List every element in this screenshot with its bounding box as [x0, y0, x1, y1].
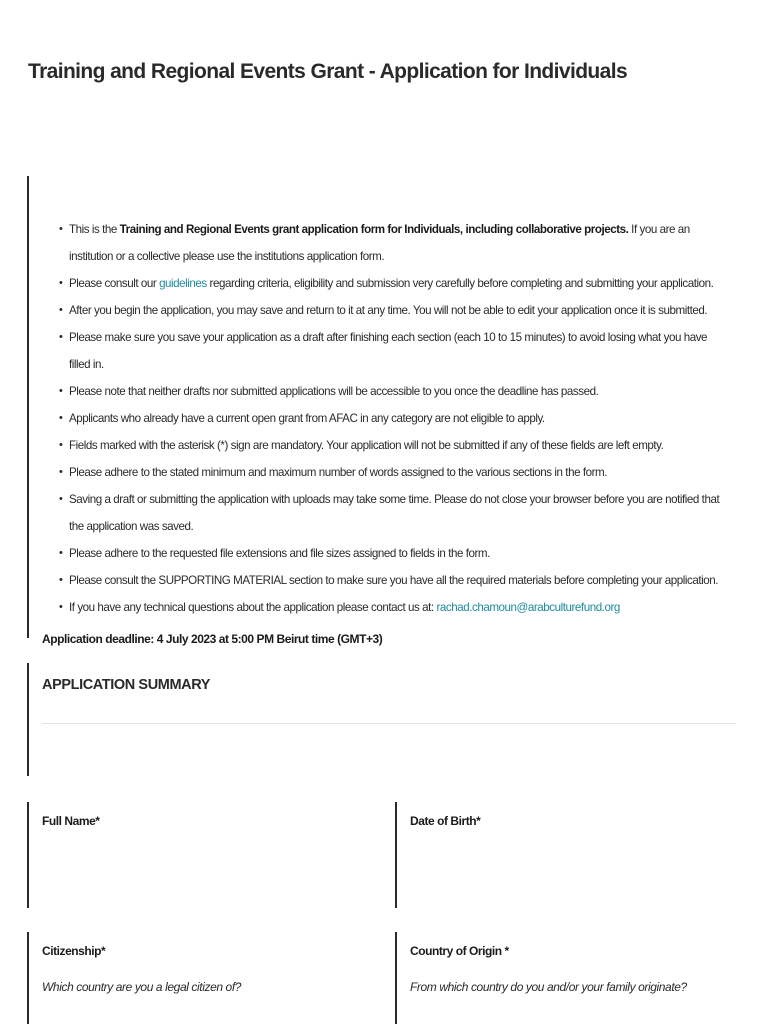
- instruction-item: • Please note that neither drafts nor submitted applications will be accessible to you once the deadline has passed.: [42, 378, 722, 405]
- instruction-item: • Please adhere to the requested file extensions and file sizes assigned to fields in the form.: [42, 540, 722, 567]
- instruction-item: • After you begin the application, you may save and return to it at any time. You will not be able to edit your application once it is submitted.: [42, 297, 722, 324]
- bullet-icon: •: [59, 223, 63, 235]
- instructions-list: [42, 216, 722, 621]
- contact-email-link[interactable]: rachad.chamoun@arabculturefund.org: [436, 601, 620, 614]
- country-of-origin-help-text: From which country do you and/or your family originate?: [410, 980, 687, 994]
- bullet-icon: •: [59, 493, 63, 505]
- summary-section-rule: [27, 663, 29, 776]
- full-name-label: Full Name*: [42, 814, 100, 828]
- bullet-icon: •: [59, 385, 63, 397]
- country-of-origin-field[interactable]: [410, 944, 760, 994]
- citizenship-help-text: Which country are you a legal citizen of?: [42, 980, 242, 994]
- instruction-item: • If you have any technical questions about the application please contact us at: rachad.chamoun@arabculturefund.org: [42, 594, 722, 621]
- bullet-icon: •: [59, 601, 63, 613]
- citizenship-field[interactable]: [42, 944, 382, 994]
- instruction-item: • Please adhere to the stated minimum and maximum number of words assigned to the various sections in the form.: [42, 459, 722, 486]
- intro-section-rule: [27, 176, 29, 638]
- citizenship-field-rule: [27, 932, 29, 1024]
- instruction-item: • Saving a draft or submitting the application with uploads may take some time. Please do not close your browser before you are notified that the application was saved.: [42, 486, 722, 540]
- bullet-icon: •: [59, 412, 63, 424]
- instruction-item: • Please consult our guidelines regarding criteria, eligibility and submission very carefully before completing and submitting your application.: [42, 270, 722, 297]
- bullet-icon: •: [59, 277, 63, 289]
- instruction-item: • Please make sure you save your application as a draft after finishing each section (each 10 to 15 minutes) to avoid losing what you have filled in.: [42, 324, 722, 378]
- full-name-field[interactable]: [42, 814, 382, 828]
- instruction-item: • This is the Training and Regional Events grant application form for Individuals, including collaborative projects. If you are an institution or a collective please use the institutions application form.: [42, 216, 722, 270]
- section-divider: [42, 723, 736, 724]
- country-of-origin-field-rule: [395, 932, 397, 1024]
- bullet-icon: •: [59, 331, 63, 343]
- date-of-birth-label: Date of Birth*: [410, 814, 481, 828]
- instruction-item: • Applicants who already have a current open grant from AFAC in any category are not eligible to apply.: [42, 405, 722, 432]
- instruction-item: • Fields marked with the asterisk (*) sign are mandatory. Your application will not be submitted if any of these fields are left empty.: [42, 432, 722, 459]
- bullet-icon: •: [59, 574, 63, 586]
- bullet-icon: •: [59, 466, 63, 478]
- bullet-icon: •: [59, 304, 63, 316]
- form-type-emphasis: Training and Regional Events grant application form for Individuals, including collaborative projects.: [119, 223, 629, 236]
- date-of-birth-field-rule: [395, 802, 397, 908]
- country-of-origin-label: Country of Origin *: [410, 944, 509, 958]
- date-of-birth-field[interactable]: [410, 814, 750, 828]
- page-title: Training and Regional Events Grant - Application for Individuals: [28, 60, 628, 83]
- guidelines-link[interactable]: guidelines: [159, 277, 207, 290]
- instruction-item: • Please consult the SUPPORTING MATERIAL section to make sure you have all the required materials before completing your application.: [42, 567, 722, 594]
- application-deadline: Application deadline: 4 July 2023 at 5:00 PM Beirut time (GMT+3): [42, 632, 383, 646]
- full-name-field-rule: [27, 802, 29, 908]
- instructions-section: [42, 216, 722, 646]
- bullet-icon: •: [59, 547, 63, 559]
- citizenship-label: Citizenship*: [42, 944, 106, 958]
- application-summary-heading: APPLICATION SUMMARY: [42, 677, 211, 693]
- bullet-icon: •: [59, 439, 63, 451]
